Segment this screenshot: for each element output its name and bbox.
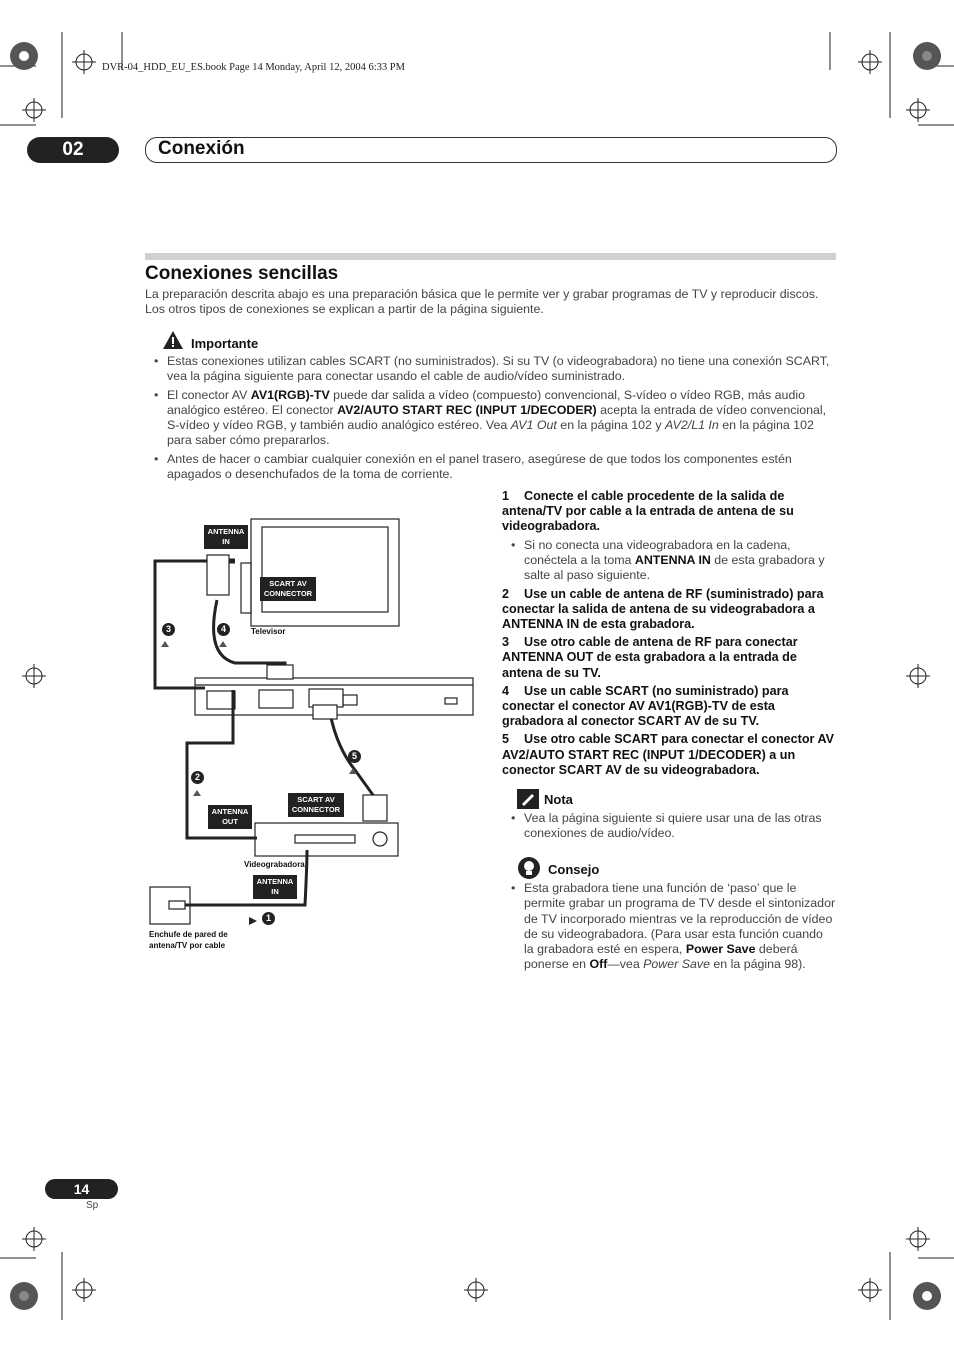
step-1-note: • Si no conecta una videograbadora en la cadena, conéctela a la toma ANTENNA IN de esta grabadora y salte al paso siguiente. xyxy=(502,538,836,584)
step-marker-1: 1 xyxy=(262,912,275,925)
intro-paragraph: La preparación descrita abajo es una preparación básica que le permite ver y grabar programas de TV y reproducir discos. Los otros tipos de conexiones se explican a partir de la página siguiente. xyxy=(145,287,819,317)
important-heading: Importante xyxy=(191,336,259,351)
videograbadora-label: Videograbadora xyxy=(244,860,305,869)
important-bullet-1: • Estas conexiones utilizan cables SCART (no suministrados). Si su TV (o videograbadora) no tiene una conexión SCART, vea la página siguiente para conectar usando el cable de audio/vídeo suministrado. xyxy=(145,354,837,385)
connection-diagram xyxy=(145,505,480,965)
note-list: • Vea la página siguiente si quiere usar una de las otras conexiones de audio/vídeo. xyxy=(502,811,836,845)
televisor-label: Televisor xyxy=(251,627,286,636)
step-3: 3 Use otro cable de antena de RF para conectar ANTENNA OUT de esta grabadora a la entrada de antena de su TV. xyxy=(502,635,798,680)
chapter-number: 02 xyxy=(27,137,119,163)
section-title: Conexiones sencillas xyxy=(145,263,339,284)
chapter-bar xyxy=(145,137,837,163)
step-marker-2: 2 xyxy=(191,771,204,784)
running-header: DVR-04_HDD_EU_ES.book Page 14 Monday, April 12, 2004 6:33 PM xyxy=(102,62,405,73)
warning-icon xyxy=(162,330,184,350)
language-code: Sp xyxy=(86,1200,99,1211)
scart-tv-tag: SCART AV CONNECTOR xyxy=(260,577,316,601)
step-marker-3: 3 xyxy=(162,623,175,636)
note-heading: Nota xyxy=(544,792,573,807)
tip-list: • Esta grabadora tiene una función de ‘paso’ que le permite grabar un programa de TV desde el sintonizador de TV incorporado mientras ve la reproducción de vídeo de su videograbadora. (Para usar esta función cuando la grabadora esté en espera, Power Save deberá ponerse en Off—vea Power Save en la página 98). xyxy=(502,881,836,976)
step-2: 2 Use un cable de antena de RF (suministrado) para conectar la salida de antena de su videograbadora a ANTENNA IN de esta grabadora. xyxy=(502,586,824,631)
note-icon xyxy=(517,789,539,809)
steps-column xyxy=(502,489,836,781)
step-4: 4 Use un cable SCART (no suministrado) para conectar el conector AV AV1(RGB)-TV de esta grabadora al conector SCART AV de su TV. xyxy=(502,683,789,729)
wall-socket-label: Enchufe de pared de antena/TV por cable xyxy=(149,930,228,950)
important-list xyxy=(145,354,837,485)
important-bullet-2: • El conector AV AV1(RGB)-TV puede dar salida a vídeo (compuesto) convencional, S-vídeo o vídeo RGB, más audio analógico estéreo. El conector AV2/AUTO START REC (INPUT 1/DECODER) acepta la entrada de vídeo convencional, S-vídeo y vídeo RGB, y también audio analógico estéreo. Vea AV1 Out en la página 102 y AV2/L1 In en la página 102 para saber cómo prepararlos. xyxy=(145,388,837,449)
tip-heading: Consejo xyxy=(548,862,600,877)
scart-vcr-tag: SCART AV CONNECTOR xyxy=(288,793,344,817)
antenna-out-tag: ANTENNA OUT xyxy=(208,805,252,829)
antenna-in-tv-tag: ANTENNA IN xyxy=(204,525,248,549)
chapter-title: Conexión xyxy=(158,138,245,159)
important-bullet-3: • Antes de hacer o cambiar cualquier conexión en el panel trasero, asegúrese de que todos los componentes estén apagados o desenchufados de la toma de corriente. xyxy=(145,452,837,483)
step-marker-5: 5 xyxy=(348,750,361,763)
section-rule xyxy=(145,253,836,260)
tip-icon xyxy=(517,856,541,880)
step-5: 5 Use otro cable SCART para conectar el conector AV AV2/AUTO START REC (INPUT 1/DECODER) a un conector SCART AV de su videograbadora. xyxy=(502,732,835,777)
antenna-in-vcr-tag: ANTENNA IN xyxy=(253,875,297,899)
step-marker-4: 4 xyxy=(217,623,230,636)
page-number: 14 xyxy=(45,1179,118,1199)
step-1: 1 Conecte el cable procedente de la salida de antena/TV por cable a la entrada de antena de su videograbadora. xyxy=(502,489,794,534)
